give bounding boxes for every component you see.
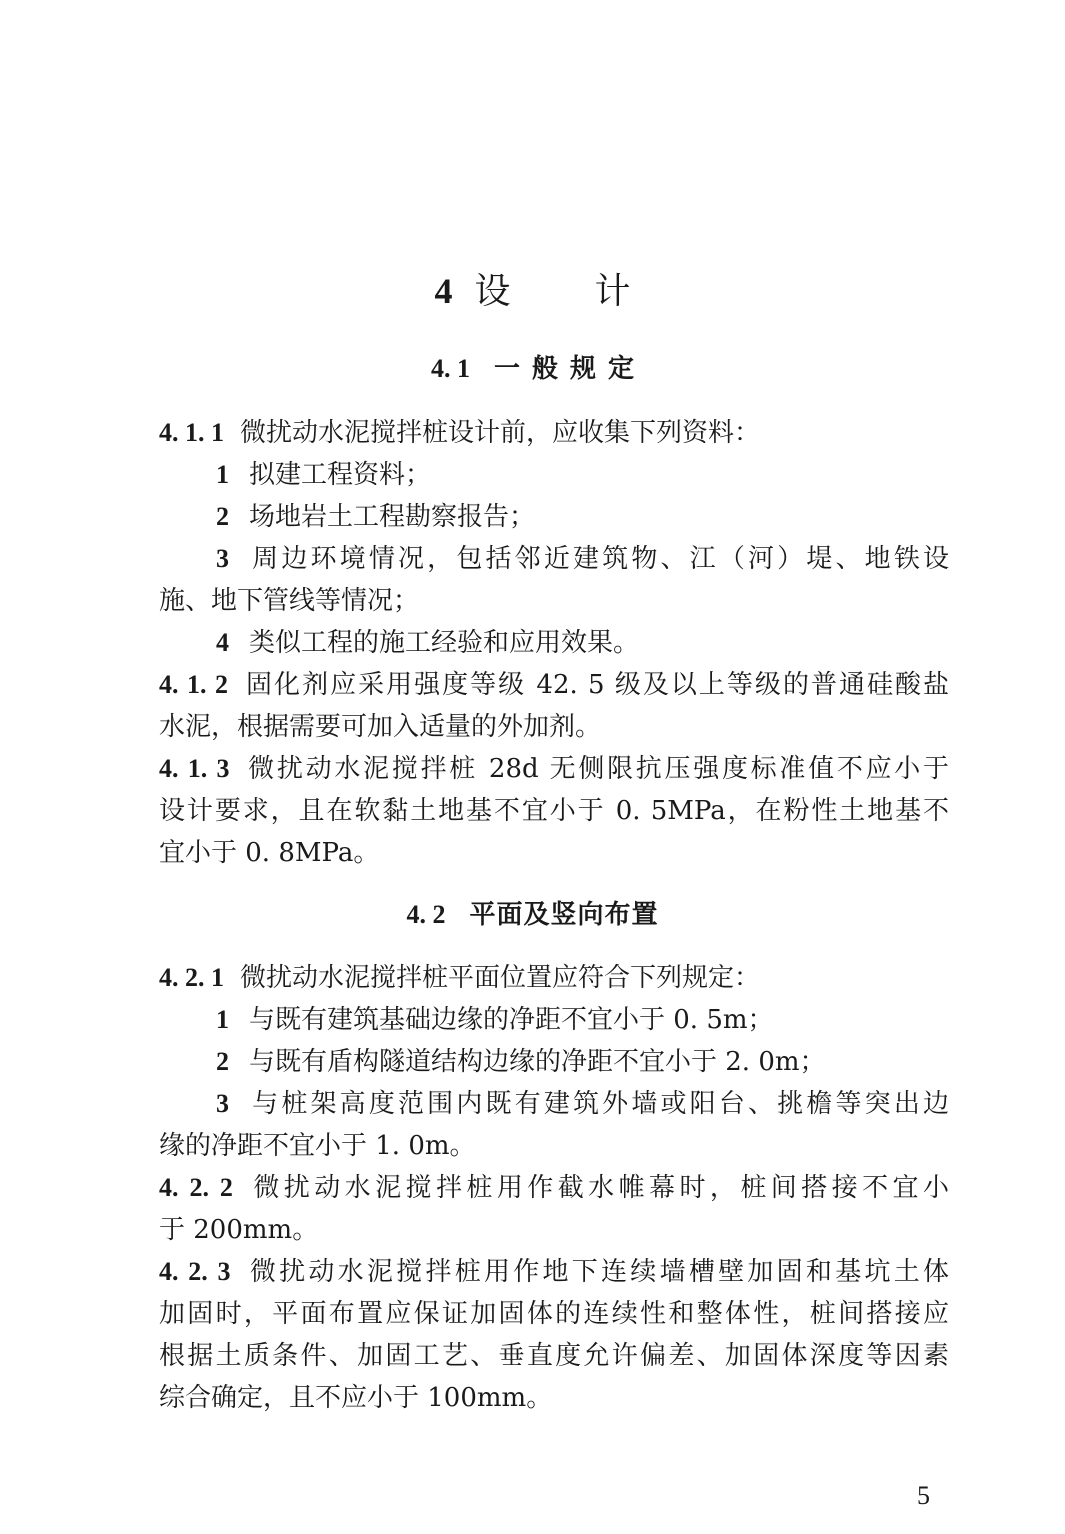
section-number: 4. 1: [430, 354, 470, 383]
clause-4-1-1: [159, 412, 949, 454]
item-number: 2: [216, 502, 229, 531]
clause-text: 宜小于 0. 8MPa。: [159, 838, 380, 868]
list-item-continuation: [159, 1125, 949, 1167]
clause-continuation: [159, 1335, 949, 1377]
section-title-4-2: [0, 895, 1065, 935]
clause-number: 4. 1. 2: [159, 670, 229, 699]
item-number: 3: [216, 544, 229, 573]
list-item: [159, 999, 949, 1041]
item-text: 与桩架高度范围内既有建筑外墙或阳台、挑檐等突出边: [249, 1089, 949, 1119]
item-text: 场地岩土工程勘察报告；: [249, 502, 536, 532]
list-item: [159, 622, 949, 664]
item-number: 1: [216, 460, 229, 489]
clause-4-1-3: [159, 748, 949, 790]
item-text: 周边环境情况，包括邻近建筑物、江（河）堤、地铁设: [249, 544, 949, 574]
section-title-text: 一般规定: [493, 354, 646, 384]
clause-4-2-3: [159, 1251, 949, 1293]
item-text: 类似工程的施工经验和应用效果。: [249, 628, 640, 658]
item-number: 4: [216, 628, 229, 657]
clause-4-2-1: [159, 957, 949, 999]
section-title-4-1: [0, 349, 1065, 389]
clause-continuation: [159, 706, 949, 748]
clause-text: 微扰动水泥搅拌桩设计前，应收集下列资料：: [240, 418, 761, 448]
clause-text: 微扰动水泥搅拌桩 28d 无侧限抗压强度标准值不应小于: [245, 754, 950, 784]
clause-text: 设计要求，且在软黏土地基不宜小于 0. 5MPa，在粉性土地基不: [159, 796, 949, 826]
item-number: 2: [216, 1047, 229, 1076]
section-number: 4. 2: [406, 900, 446, 929]
clause-4-1-2: [159, 664, 949, 706]
clause-text: 加固时，平面布置应保证加固体的连续性和整体性，桩间搭接应: [159, 1299, 949, 1329]
clause-number: 4. 2. 3: [159, 1257, 231, 1286]
clause-continuation: [159, 1209, 949, 1251]
clause-continuation: [159, 790, 949, 832]
clause-continuation: [159, 1377, 949, 1419]
list-item-continuation: [159, 580, 949, 622]
item-number: 3: [216, 1089, 229, 1118]
chapter-title: [0, 266, 1065, 317]
list-item: [159, 496, 949, 538]
clause-text: 于 200mm。: [159, 1215, 319, 1245]
list-item: [159, 538, 949, 580]
clause-line: [159, 664, 949, 706]
clause-line: [159, 1167, 949, 1209]
list-item: [159, 454, 949, 496]
page-number: 5: [917, 1481, 930, 1510]
clause-continuation: [159, 832, 949, 874]
clause-text: 微扰动水泥搅拌桩平面位置应符合下列规定：: [240, 963, 761, 993]
item-text: 与既有建筑基础边缘的净距不宜小于 0. 5m；: [249, 1005, 774, 1035]
chapter-number: 4: [434, 271, 453, 311]
clause-line: [159, 1251, 949, 1293]
clause-number: 4. 2. 2: [159, 1173, 233, 1202]
clause-number: 4. 2. 1: [159, 963, 224, 992]
item-text: 缘的净距不宜小于 1. 0m。: [159, 1131, 476, 1161]
item-line: [159, 1083, 949, 1125]
list-item: [159, 1041, 949, 1083]
item-text: 拟建工程资料；: [249, 460, 432, 490]
item-line: [159, 538, 949, 580]
section-title-text: 平面及竖向布置: [469, 900, 659, 930]
clause-number: 4. 1. 3: [159, 754, 230, 783]
list-item: [159, 1083, 949, 1125]
clause-text: 微扰动水泥搅拌桩用作地下连续墙槽壁加固和基坑土体: [246, 1257, 949, 1287]
item-number: 1: [216, 1005, 229, 1034]
chapter-title-text: 设计: [474, 271, 715, 312]
clause-number: 4. 1. 1: [159, 418, 224, 447]
clause-text: 根据土质条件、加固工艺、垂直度允许偏差、加固体深度等因素: [159, 1341, 949, 1371]
clause-continuation: [159, 1293, 949, 1335]
clause-line: [159, 748, 949, 790]
clause-text: 微扰动水泥搅拌桩用作截水帷幕时，桩间搭接不宜小: [248, 1173, 949, 1203]
item-text: 施、地下管线等情况；: [159, 586, 420, 616]
clause-text: 综合确定，且不应小于 100mm。: [159, 1383, 553, 1413]
item-text: 与既有盾构隧道结构边缘的净距不宜小于 2. 0m；: [249, 1047, 826, 1077]
clause-text: 水泥，根据需要可加入适量的外加剂。: [159, 712, 602, 742]
clause-text: 固化剂应采用强度等级 42. 5 级及以上等级的普通硅酸盐: [244, 670, 950, 700]
clause-4-2-2: [159, 1167, 949, 1209]
